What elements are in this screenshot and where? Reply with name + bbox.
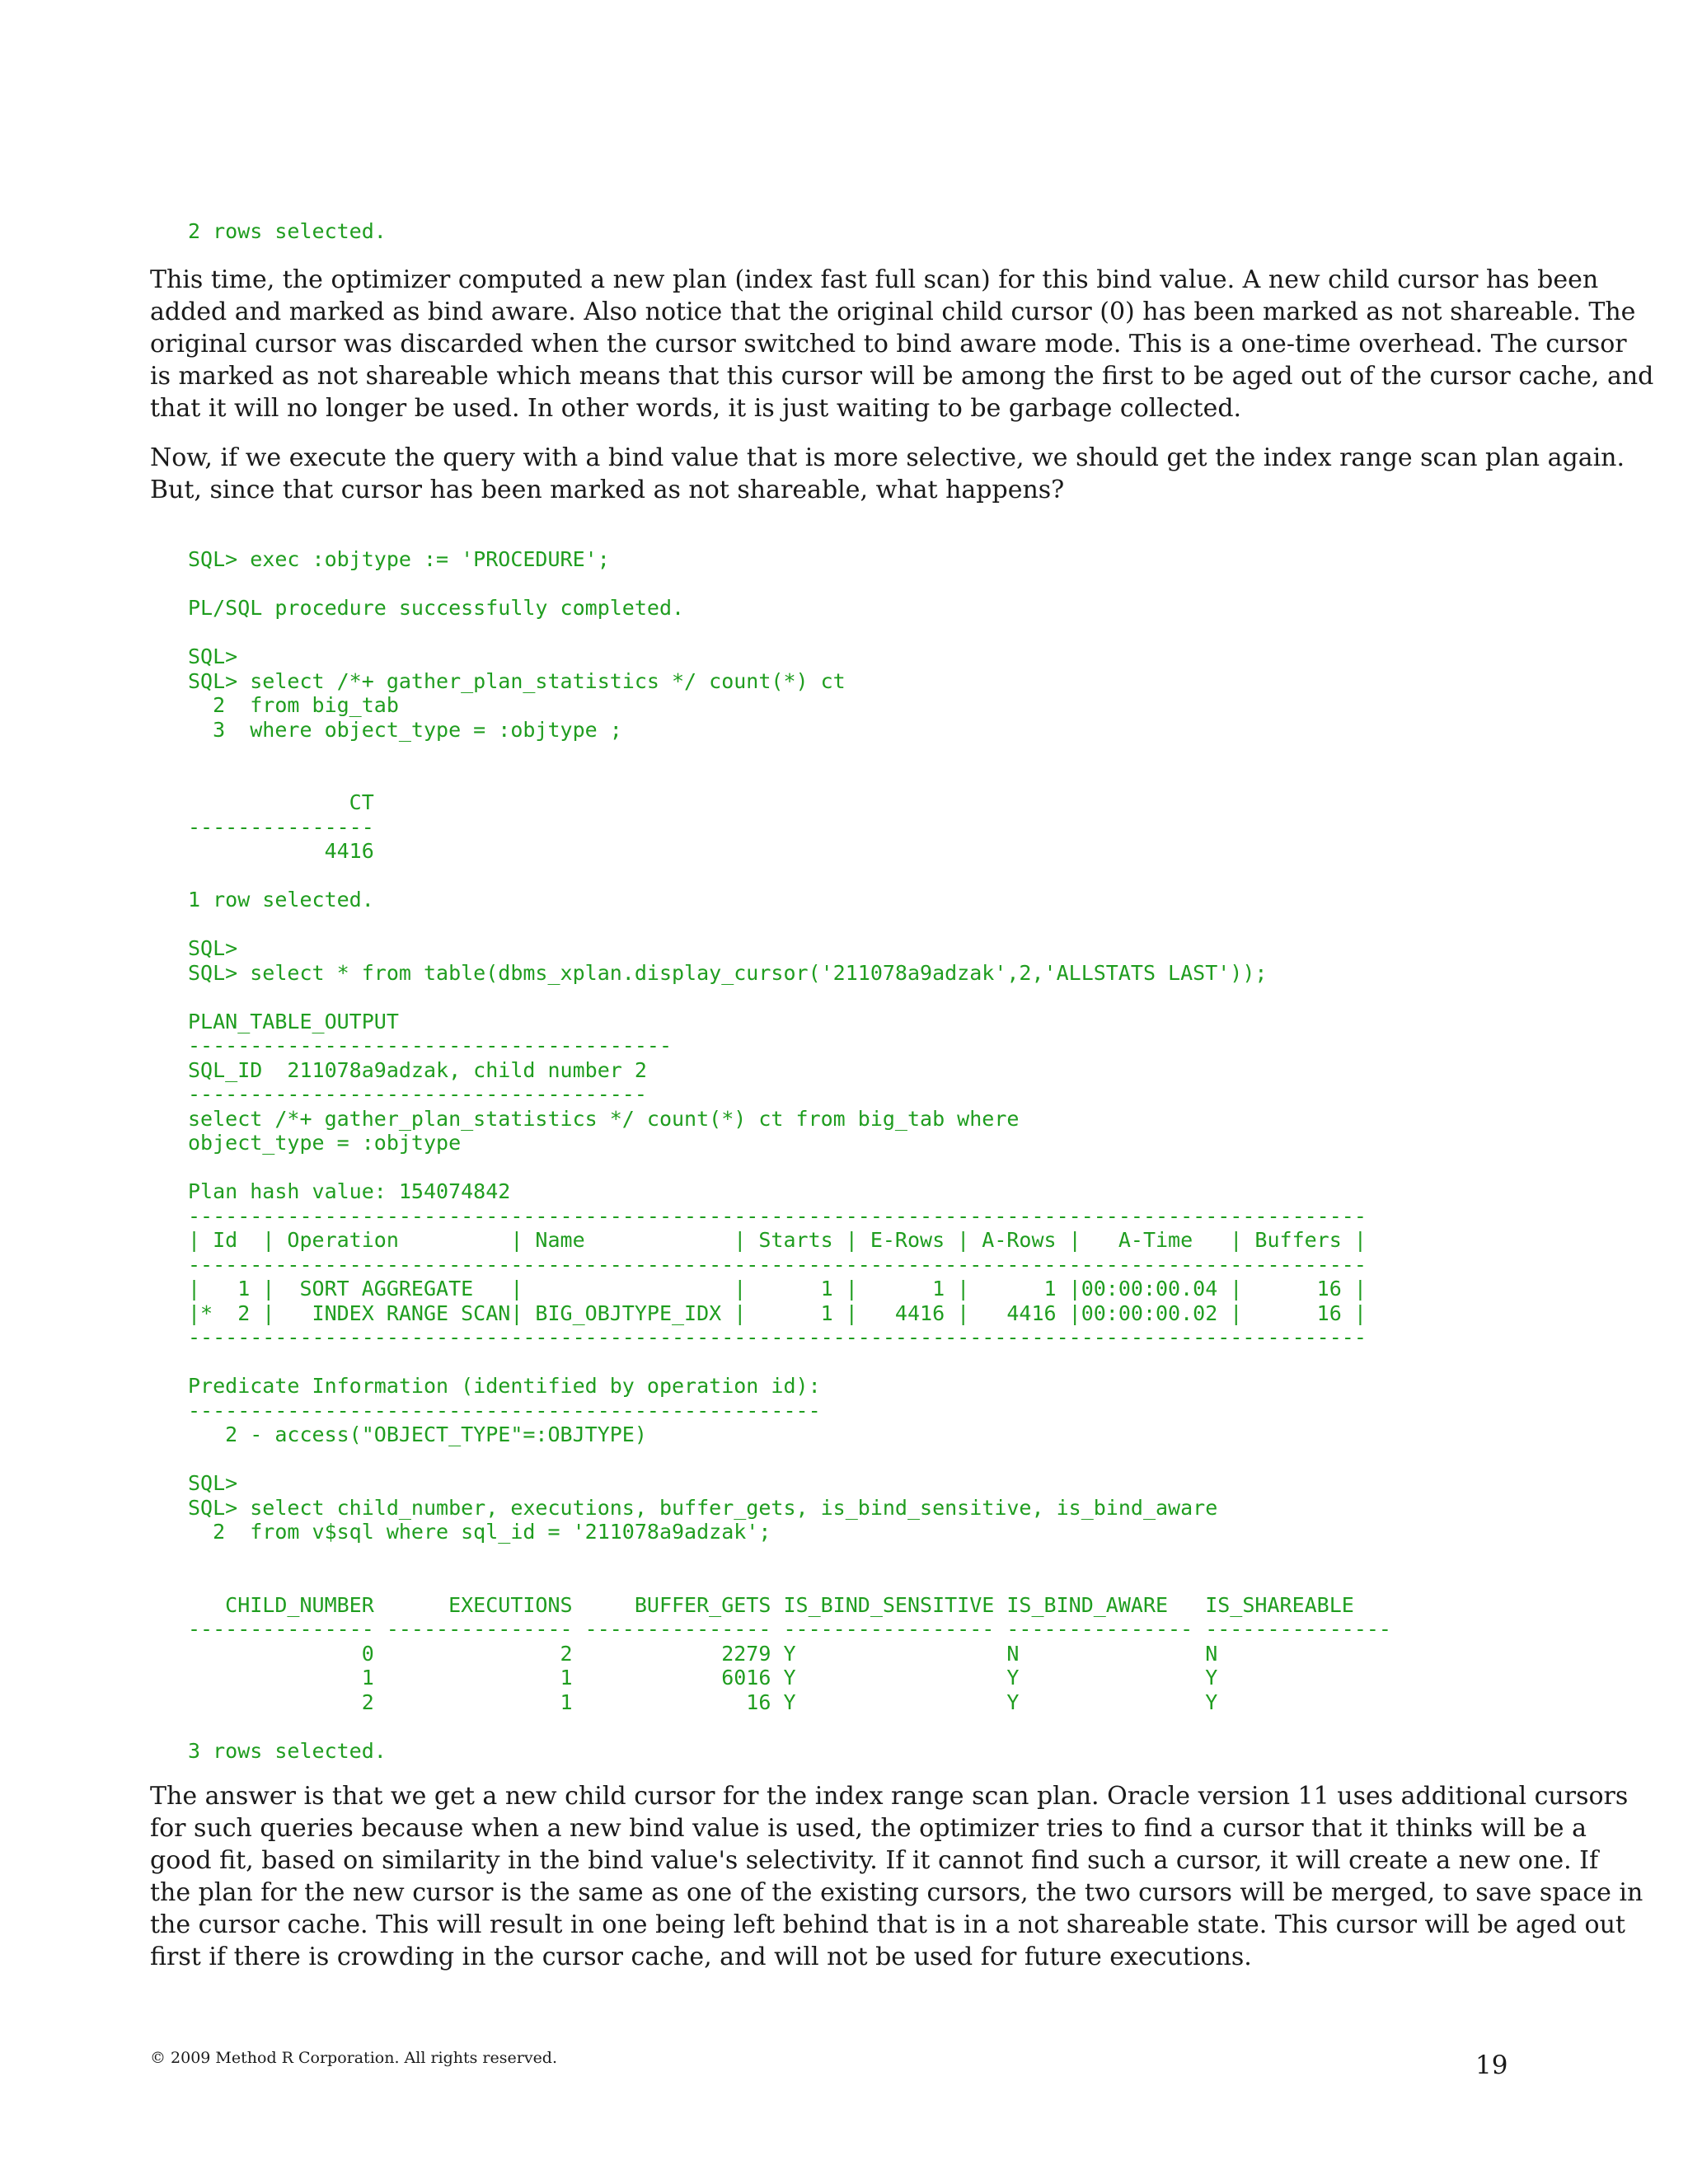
- paragraph-new-plan-explanation: [150, 264, 1654, 424]
- code-line: SQL>: [188, 936, 238, 960]
- code-line: 3 rows selected.: [188, 1738, 387, 1763]
- code-line: [188, 766, 1391, 791]
- code-block-sql-session: [188, 547, 1391, 1763]
- code-line: -------------------------------------: [188, 1082, 647, 1106]
- code-line: SQL> select /*+ gather_plan_statistics */ count(*) ct: [188, 668, 846, 693]
- code-line: [188, 742, 1391, 766]
- code-line: [188, 1568, 1391, 1593]
- code-line: 2 - access("OBJECT_TYPE"=:OBJTYPE): [188, 1422, 647, 1446]
- code-line: [188, 621, 1391, 645]
- code-line: -----------------------------------------------------------------------------------------------: [188, 1203, 1367, 1228]
- code-line: ---------------: [188, 814, 374, 839]
- text-line: This time, the optimizer computed a new plan (index fast full scan) for this bind value. A new child cursor has been: [150, 265, 1599, 294]
- code-line: | Id | Operation | Name | Starts | E-Rows | A-Rows | A-Time | Buffers |: [188, 1228, 1367, 1252]
- code-line: PLAN_TABLE_OUTPUT: [188, 1009, 399, 1033]
- code-line: [188, 985, 1391, 1010]
- code-line: SQL> select child_number, executions, buffer_gets, is_bind_sensitive, is_bind_aware: [188, 1495, 1218, 1520]
- text-line: good fit, based on similarity in the bind value's selectivity. If it cannot find such a cursor, it will create a new one. If: [150, 1846, 1599, 1875]
- code-line: [188, 1544, 1391, 1569]
- code-line: 2 rows selected.: [188, 219, 387, 243]
- paragraph-more-selective-question: [150, 442, 1625, 506]
- code-line: select /*+ gather_plan_statistics */ count(*) ct from big_tab where: [188, 1106, 1020, 1131]
- code-line: -----------------------------------------------------------------------------------------------: [188, 1252, 1367, 1277]
- code-line: [188, 572, 1391, 597]
- code-line: ---------------------------------------------------: [188, 1398, 821, 1422]
- code-line: 2 from big_tab: [188, 693, 399, 717]
- text-line: the plan for the new cursor is the same as one of the existing cursors, the two cursors will be merged, to save space in: [150, 1878, 1643, 1907]
- text-line: The answer is that we get a new child cursor for the index range scan plan. Oracle version 11 uses additional cursors: [150, 1782, 1629, 1811]
- code-line: CT: [188, 790, 374, 814]
- text-line: Now, if we execute the query with a bind value that is more selective, we should get the index range scan plan again.: [150, 443, 1625, 472]
- text-line: original cursor was discarded when the cursor switched to bind aware mode. This is a one-time overhead. The cursor: [150, 330, 1627, 359]
- code-line: Plan hash value: 154074842: [188, 1179, 511, 1203]
- code-line: 0 2 2279 Y N N: [188, 1641, 1218, 1666]
- text-line: added and marked as bind aware. Also notice that the original child cursor (0) has been marked as not shareable. The: [150, 298, 1636, 326]
- code-line: [188, 1447, 1391, 1472]
- text-line: But, since that cursor has been marked as not shareable, what happens?: [150, 476, 1065, 504]
- code-block-rows-selected: [188, 219, 387, 244]
- text-line: is marked as not shareable which means that this cursor will be among the first to be aged out of the cursor cache, and: [150, 362, 1654, 391]
- code-line: SQL_ID 211078a9adzak, child number 2: [188, 1057, 647, 1082]
- code-line: SQL> select * from table(dbms_xplan.display_cursor('211078a9adzak',2,'ALLSTATS LAST'));: [188, 960, 1268, 985]
- text-line: for such queries because when a new bind value is used, the optimizer tries to find a cursor that it thinks will be a: [150, 1814, 1587, 1843]
- code-line: SQL>: [188, 1471, 238, 1495]
- code-line: 2 from v$sql where sql_id = '211078a9adzak';: [188, 1520, 771, 1544]
- text-line: that it will no longer be used. In other words, it is just waiting to be garbage collected.: [150, 394, 1242, 423]
- footer-copyright: © 2009 Method R Corporation. All rights reserved.: [150, 2049, 558, 2067]
- code-line: 1 row selected.: [188, 888, 374, 912]
- paragraph-answer-explanation: [150, 1780, 1643, 1973]
- code-line: 2 1 16 Y Y Y: [188, 1690, 1218, 1714]
- code-line: [188, 1155, 1391, 1180]
- code-line: ---------------------------------------: [188, 1033, 672, 1057]
- code-line: object_type = :objtype: [188, 1131, 462, 1155]
- code-line: SQL> exec :objtype := 'PROCEDURE';: [188, 547, 610, 571]
- text-line: first if there is crowding in the cursor cache, and will not be used for future executions.: [150, 1943, 1252, 1971]
- code-line: -----------------------------------------------------------------------------------------------: [188, 1325, 1367, 1349]
- code-line: |* 2 | INDEX RANGE SCAN| BIG_OBJTYPE_IDX | 1 | 4416 | 4416 |00:00:00.02 | 16 |: [188, 1301, 1367, 1325]
- code-line: [188, 1350, 1391, 1375]
- text-line: the cursor cache. This will result in one being left behind that is in a not shareable state. This cursor will be aged out: [150, 1910, 1625, 1939]
- code-line: 3 where object_type = :objtype ;: [188, 717, 622, 742]
- code-line: | 1 | SORT AGGREGATE | | 1 | 1 | 1 |00:00:00.04 | 16 |: [188, 1277, 1367, 1301]
- code-line: 1 1 6016 Y Y Y: [188, 1666, 1218, 1690]
- code-line: SQL>: [188, 644, 238, 668]
- code-line: 4416: [188, 839, 374, 863]
- code-line: [188, 864, 1391, 888]
- code-line: CHILD_NUMBER EXECUTIONS BUFFER_GETS IS_BIND_SENSITIVE IS_BIND_AWARE IS_SHAREABLE: [188, 1592, 1354, 1617]
- code-line: [188, 1714, 1391, 1739]
- code-line: Predicate Information (identified by operation id):: [188, 1374, 821, 1398]
- code-line: PL/SQL procedure successfully completed.: [188, 596, 685, 620]
- code-line: [188, 912, 1391, 937]
- code-line: --------------- --------------- --------------- ----------------- --------------- ---------------: [188, 1617, 1391, 1641]
- page-number: 19: [1475, 2050, 1508, 2080]
